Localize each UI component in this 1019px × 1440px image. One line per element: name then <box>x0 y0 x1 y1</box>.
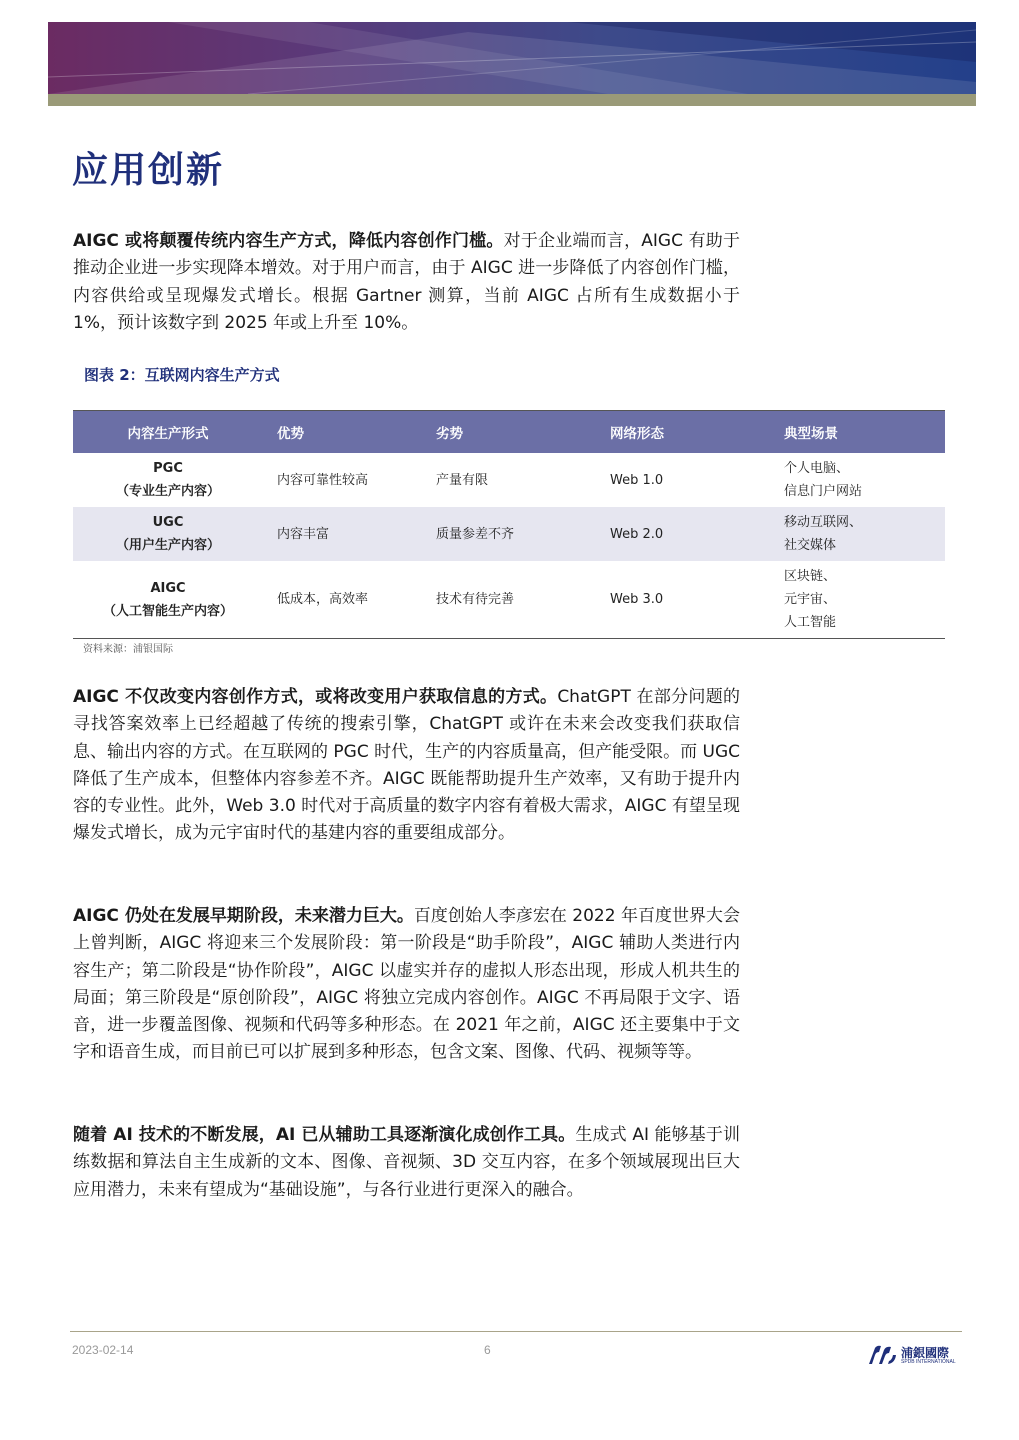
scene-line: 社交媒体 <box>784 538 837 553</box>
scene-cell <box>770 507 945 561</box>
scene-cell <box>770 453 945 507</box>
logo-mark-icon <box>866 1344 898 1366</box>
paragraph-lead: AIGC 仍处在发展早期阶段，未来潜力巨大。 <box>73 906 414 926</box>
paragraph-body: 生成式 AI 能够基于训练数据和算法自主生成新的文本、图像、音视频、3D 交互内容，在多个领域展现出巨大应用潜力，未来有望成为“基础设施”，与各行业进行更深入的融合。 <box>73 1125 741 1200</box>
type-name: PGC <box>153 461 183 476</box>
figure-source: 资料来源：浦银国际 <box>83 644 173 655</box>
advantage-cell: 内容丰富 <box>263 507 422 561</box>
page-number: 6 <box>484 1343 491 1357</box>
header-cell: 内容生产形式 <box>73 411 263 454</box>
type-cell <box>73 507 263 561</box>
type-cell <box>73 561 263 639</box>
header-cell: 典型场景 <box>770 411 945 454</box>
paragraph-lead: 随着 AI 技术的不断发展，AI 已从辅助工具逐渐演化成创作工具。 <box>73 1125 576 1145</box>
type-sub: （人工智能生产内容） <box>102 603 233 619</box>
header-cell: 优势 <box>263 411 422 454</box>
type-sub: （专业生产内容） <box>115 484 220 499</box>
table-row <box>73 453 945 507</box>
header-stripe <box>48 94 976 106</box>
scene-line: 信息门户网站 <box>784 484 863 499</box>
header-cell: 劣势 <box>422 411 596 454</box>
scene-line: 移动互联网、 <box>784 515 863 530</box>
paragraph-body: 对于企业端而言，AIGC 有助于推动企业进一步实现降本增效。对于用户而言，由于 AIGC 进一步降低了内容创作门槛，内容供给或呈现爆发式增长。根据 Gartner 测算，当前 AIGC 占所有生成数据小于 1%，预计该数字到 2025 年或上升至 10%。 <box>73 231 740 333</box>
footer-date: 2023-02-14 <box>72 1343 134 1357</box>
header-cell: 网络形态 <box>596 411 770 454</box>
type-name: UGC <box>152 515 184 530</box>
web-cell: Web 3.0 <box>610 592 664 607</box>
paragraph-information-access <box>73 684 740 848</box>
paragraph-lead: AIGC 不仅改变内容创作方式，或将改变用户获取信息的方式。 <box>73 687 558 707</box>
scene-line: 人工智能 <box>784 615 837 630</box>
type-cell <box>73 453 263 507</box>
type-sub: （用户生产内容） <box>115 538 220 553</box>
scene-line: 区块链、 <box>784 569 837 584</box>
scene-line: 元宇宙、 <box>784 592 837 607</box>
paragraph-creation-tool <box>73 1122 740 1204</box>
table-row <box>73 507 945 561</box>
logo-name: 浦銀國際 <box>901 1346 950 1360</box>
content-production-table <box>73 410 945 639</box>
web-cell: Web 1.0 <box>610 472 664 488</box>
banner-graphic <box>48 22 976 94</box>
paragraph-early-stage <box>73 903 740 1067</box>
company-logo <box>866 1343 962 1367</box>
table-row <box>73 561 945 639</box>
logo-subtitle: SPDB INTERNATIONAL <box>901 1359 956 1365</box>
header-banner <box>48 22 976 94</box>
footer-divider <box>70 1331 962 1332</box>
type-name: AIGC <box>150 580 186 596</box>
figure-title: 图表 2：互联网内容生产方式 <box>84 366 280 384</box>
web-cell: Web 2.0 <box>596 507 770 561</box>
paragraph-body: ChatGPT 在部分问题的寻找答案效率上已经超越了传统的搜索引擎，ChatGPT 或许在未来会改变我们获取信息、输出内容的方式。在互联网的 PGC 时代，生产的内容质量高，但产能受限。而 UGC 降低了生产成本，但整体内容参差不齐。AIGC 既能帮助提升生产效率，又有助于提升内容的专业性。此外，Web 3.0 时代对于高质量的数字内容有着极大需求，AIGC 有望呈现爆发式增长，成为元宇宙时代的基建内容的重要组成部分。 <box>73 687 740 844</box>
paragraph-aigc-disruption <box>73 228 740 337</box>
advantage-cell: 内容可靠性较高 <box>277 472 369 488</box>
disadvantage-cell: 技术有待完善 <box>436 592 515 607</box>
section-title: 应用创新 <box>72 149 225 191</box>
scene-cell <box>770 561 945 639</box>
disadvantage-cell: 产量有限 <box>436 472 489 488</box>
table-header-row <box>73 411 945 454</box>
disadvantage-cell: 质量参差不齐 <box>422 507 596 561</box>
paragraph-body: 百度创始人李彦宏在 2022 年百度世界大会上曾判断，AIGC 将迎来三个发展阶段：第一阶段是“助手阶段”，AIGC 辅助人类进行内容生产；第二阶段是“协作阶段”，AIGC 以虚实并存的虚拟人形态出现，形成人机共生的局面；第三阶段是“原创阶段”，AIGC 将独立完成内容创作。AIGC 不再局限于文字、语音，进一步覆盖图像、视频和代码等多种形态。在 2021 年之前，AIGC 还主要集中于文字和语音生成，而目前已可以扩展到多种形态，包含文案、图像、代码、视频等等。 <box>73 906 740 1063</box>
advantage-cell: 低成本，高效率 <box>277 592 369 607</box>
scene-line: 个人电脑、 <box>784 461 850 476</box>
paragraph-lead: AIGC 或将颠覆传统内容生产方式，降低内容创作门槛。 <box>73 231 504 251</box>
